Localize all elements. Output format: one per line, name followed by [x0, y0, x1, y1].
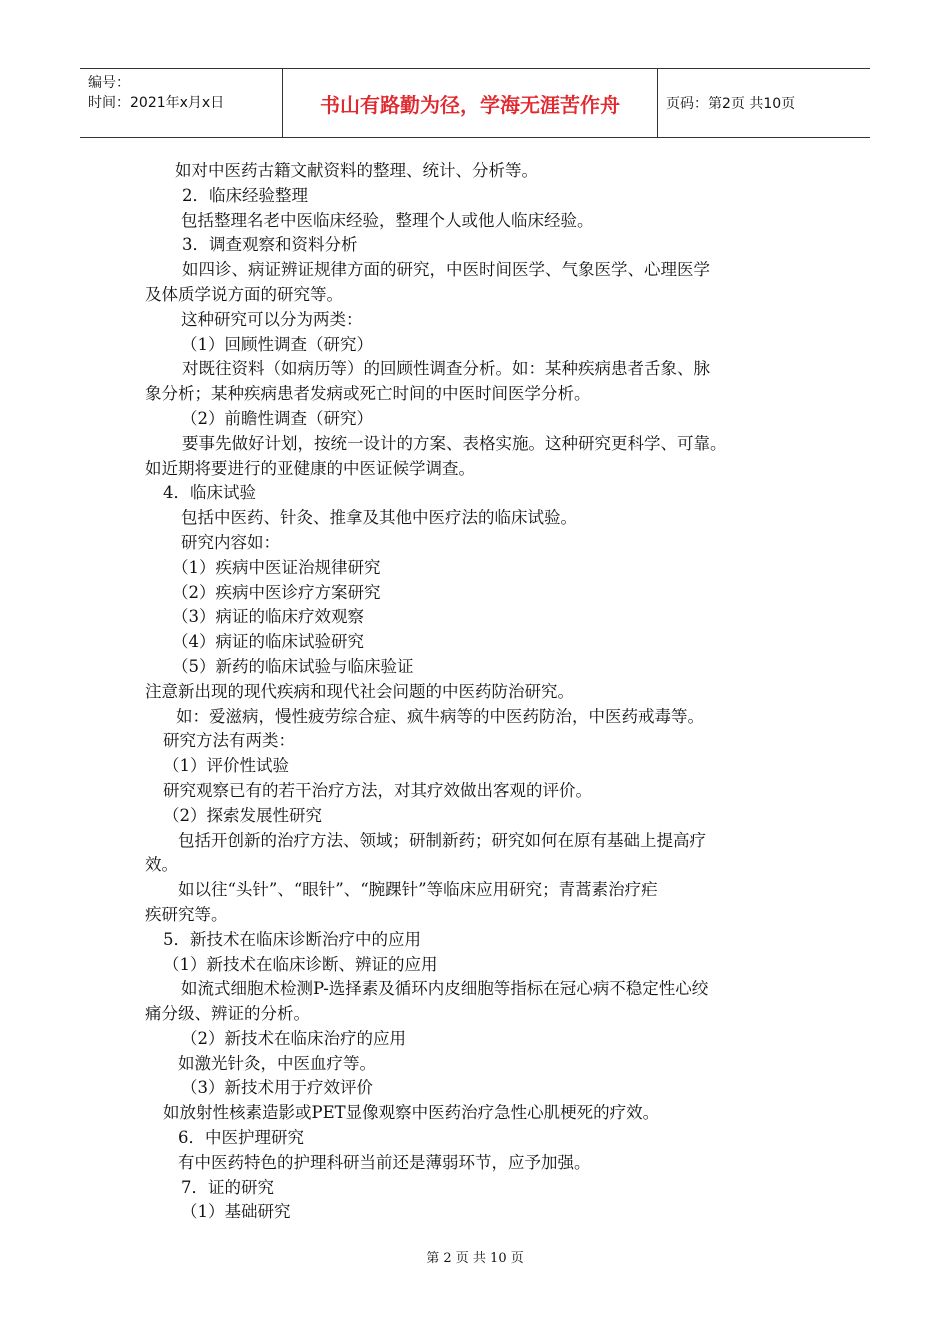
- text-line: 包括开创新的治疗方法、领域；研制新药；研究如何在原有基础上提高疗: [178, 830, 706, 850]
- header-meta: [80, 69, 283, 137]
- text-line: （4）病证的临床试验研究: [172, 632, 364, 652]
- number-label: 编号：: [88, 75, 130, 91]
- text-line: 如近期将要进行的亚健康的中医证候学调查。: [145, 458, 475, 478]
- text-line: 注意新出现的现代疾病和现代社会问题的中医药防治研究。: [145, 681, 574, 701]
- text-line: 要事先做好计划，按统一设计的方案、表格实施。这种研究更科学、可靠。: [182, 433, 727, 453]
- text-line: （2）疾病中医诊疗方案研究: [172, 582, 381, 602]
- text-line: （3）新技术用于疗效评价: [181, 1078, 373, 1098]
- document-body: [145, 159, 825, 1225]
- text-line: （2）前瞻性调查（研究）: [181, 408, 373, 428]
- text-line: 效。: [145, 855, 178, 875]
- text-line: 4．临床试验: [163, 483, 256, 503]
- page-footer: 第 2 页 共 10 页: [426, 1251, 524, 1266]
- text-line: 7．证的研究: [181, 1177, 274, 1197]
- text-line: （1）回顾性调查（研究）: [181, 334, 373, 354]
- text-line: 2．临床经验整理: [182, 185, 308, 205]
- text-line: （5）新药的临床试验与临床验证: [172, 656, 414, 676]
- text-line: 痛分级、辨证的分析。: [145, 1004, 310, 1024]
- text-line: 如激光针灸，中医血疗等。: [178, 1053, 376, 1073]
- text-line: （1）疾病中医证治规律研究: [172, 557, 381, 577]
- text-line: 3．调查观察和资料分析: [182, 235, 358, 255]
- text-line: 研究方法有两类：: [163, 731, 295, 751]
- text-line: 象分析；某种疾病患者发病或死亡时间的中医时间医学分析。: [145, 384, 591, 404]
- text-line: 这种研究可以分为两类：: [181, 309, 363, 329]
- text-line: 如流式细胞术检测P-选择素及循环内皮细胞等指标在冠心病不稳定性心绞: [181, 979, 709, 999]
- text-line: 及体质学说方面的研究等。: [145, 284, 343, 304]
- text-line: （1）评价性试验: [163, 756, 289, 776]
- text-line: 6．中医护理研究: [178, 1128, 304, 1148]
- text-line: （2）探索发展性研究: [163, 805, 322, 825]
- text-line: （3）病证的临床疗效观察: [172, 607, 364, 627]
- text-line: 疾研究等。: [145, 904, 228, 924]
- header-motto: 书山有路勤为径，学海无涯苦作舟: [283, 69, 658, 137]
- text-line: 研究内容如：: [181, 532, 280, 552]
- text-line: 包括中医药、针灸、推拿及其他中医疗法的临床试验。: [181, 508, 577, 528]
- text-line: 对既往资料（如病历等）的回顾性调查分析。如：某种疾病患者舌象、脉: [182, 359, 710, 379]
- text-line: 如：爱滋病，慢性疲劳综合症、疯牛病等的中医药防治，中医药戒毒等。: [176, 706, 704, 726]
- text-line: 如以往“头针”、“眼针”、“腕踝针”等临床应用研究；青蒿素治疗疟: [178, 880, 658, 900]
- text-line: 如对中医药古籍文献资料的整理、统计、分析等。: [175, 161, 538, 180]
- text-line: 如四诊、病证辨证规律方面的研究，中医时间医学、气象医学、心理医学: [182, 260, 710, 280]
- text-line: （1）基础研究: [181, 1202, 291, 1222]
- text-line: 有中医药特色的护理科研当前还是薄弱环节，应予加强。: [178, 1152, 591, 1172]
- date-label: 时间：2021年x月x日: [88, 95, 225, 111]
- page-header: [80, 68, 870, 138]
- text-line: （1）新技术在临床诊断、辨证的应用: [163, 954, 438, 974]
- text-line: 包括整理名老中医临床经验，整理个人或他人临床经验。: [181, 210, 594, 230]
- header-page-info: 页码：第2页 共10页: [666, 96, 796, 112]
- text-line: 如放射性核素造影或PET显像观察中医药治疗急性心肌梗死的疗效。: [163, 1103, 660, 1123]
- text-line: 5．新技术在临床诊断治疗中的应用: [163, 929, 421, 949]
- text-line: （2）新技术在临床治疗的应用: [181, 1028, 406, 1048]
- text-line: 研究观察已有的若干治疗方法，对其疗效做出客观的评价。: [163, 780, 592, 800]
